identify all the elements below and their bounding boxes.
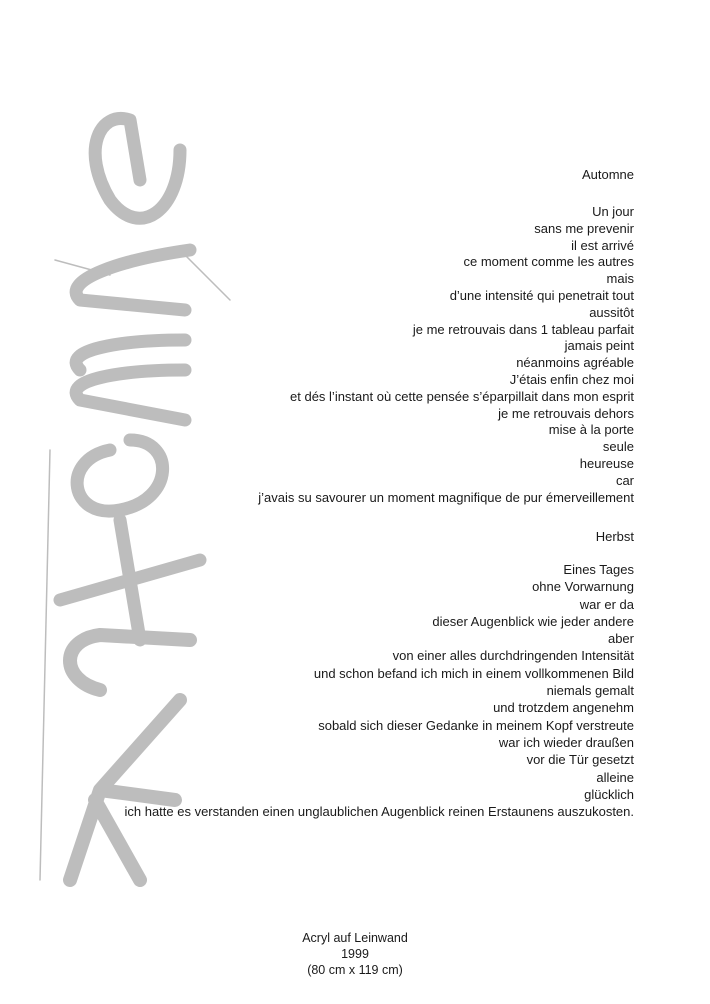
poem-line: und trotzdem angenehm — [493, 700, 634, 716]
poem-line: car — [615, 472, 634, 488]
french-title: Automne — [581, 167, 634, 182]
poem-line: mise à la porte — [548, 422, 634, 438]
poem-line: mais — [606, 271, 634, 287]
poem-line: Eines Tages — [563, 562, 634, 577]
poem-line: vor die Tür gesetzt — [526, 752, 634, 768]
caption-medium: Acryl auf Leinwand — [302, 931, 408, 945]
poem-line: seule — [602, 439, 634, 455]
letter-m-stroke — [76, 340, 185, 420]
artwork-caption — [255, 930, 455, 978]
caption-size: (80 cm x 119 cm) — [307, 963, 403, 977]
poem-line: je me retrouvais dans 1 tableau parfait — [412, 321, 634, 337]
poem-line: jamais peint — [564, 338, 634, 354]
poem-line: sans me prevenir — [534, 220, 634, 236]
poem-line: und schon befand ich mich in einem vollkommenen Bild — [313, 665, 634, 681]
poem-line: glücklich — [584, 786, 634, 802]
poem-line: niemals gemalt — [546, 683, 634, 699]
french-poem — [258, 204, 634, 506]
poem-line: J’étais enfin chez moi — [509, 371, 634, 387]
letter-o-stroke — [77, 440, 162, 511]
poem-line: von einer alles durchdringenden Intensität — [392, 648, 634, 664]
poem-line: et dés l’instant où cette pensée s’éparpillait dans mon esprit — [290, 388, 634, 404]
poem-line: alleine — [596, 769, 634, 785]
poem-line: il est arrivé — [571, 237, 634, 253]
letter-e-stroke — [95, 118, 180, 218]
caption-year: 1999 — [341, 947, 369, 961]
poem-line: ohne Vorwarnung — [532, 579, 634, 595]
poem-line: aber — [607, 631, 634, 647]
poem-line: j’avais su savourer un moment magnifique de pur émerveillement — [258, 489, 634, 505]
poem-line: ich hatte es verstanden einen unglaublichen Augenblick reinen Erstaunens auszukosten. — [124, 804, 634, 820]
german-poem — [124, 561, 634, 820]
poem-line: d’une intensité qui penetrait tout — [449, 287, 634, 303]
poem-line: heureuse — [579, 455, 634, 471]
poem-line: ce moment comme les autres — [463, 254, 634, 270]
poem-line: je me retrouvais dehors — [498, 405, 634, 421]
letter-n-stroke — [76, 250, 190, 310]
poem-line: war er da — [579, 596, 634, 612]
poem-line: war ich wieder draußen — [498, 734, 634, 750]
poem-line: sobald sich dieser Gedanke in meinem Kopf verstreute — [318, 717, 634, 733]
german-title: Herbst — [595, 529, 634, 544]
poem-line: néanmoins agréable — [516, 355, 634, 371]
poem-line: dieser Augenblick wie jeder andere — [432, 613, 634, 629]
poem-line: aussitôt — [589, 304, 634, 320]
poem-line: Un jour — [592, 204, 634, 219]
